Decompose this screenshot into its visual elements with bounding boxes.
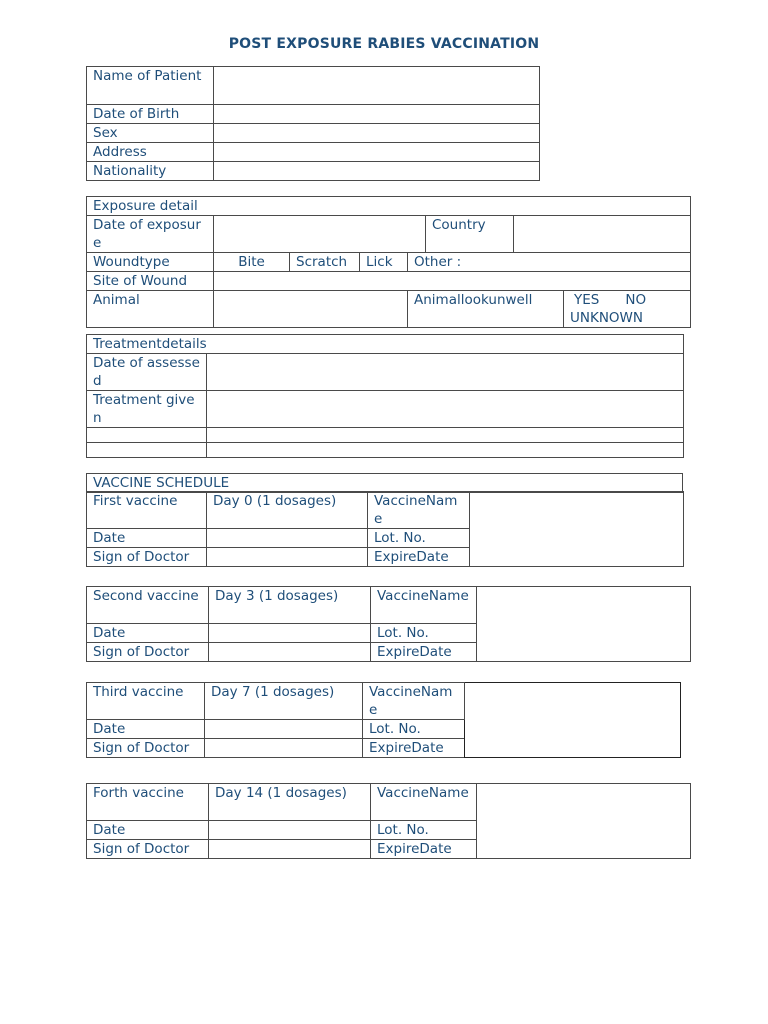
dob-field[interactable] <box>214 105 540 124</box>
vaccine-name-label: VaccineName <box>371 587 477 624</box>
site-label: Site of Wound <box>87 272 214 291</box>
schedule-header-table <box>86 473 683 493</box>
nationality-field[interactable] <box>214 162 540 181</box>
site-field[interactable] <box>214 272 691 291</box>
page-title: POST EXPOSURE RABIES VACCINATION <box>228 36 540 52</box>
lot-label: Lot. No. <box>368 529 470 548</box>
vaccine-name-label: VaccineName <box>371 784 477 821</box>
blank-cell[interactable] <box>87 443 207 458</box>
expire-label: ExpireDate <box>371 643 477 662</box>
lot-label: Lot. No. <box>371 821 477 840</box>
vaccine-label: Forth vaccine <box>87 784 209 821</box>
vaccine-day: Day 0 (1 dosages) <box>207 492 368 529</box>
vaccine-label: Second vaccine <box>87 587 209 624</box>
vaccine-details-field[interactable] <box>477 587 691 662</box>
option-no[interactable]: NO <box>625 292 647 308</box>
lot-label: Lot. No. <box>371 624 477 643</box>
treatment-date-field[interactable] <box>207 354 684 391</box>
woundtype-label: Woundtype <box>87 253 214 272</box>
country-field[interactable] <box>514 216 691 253</box>
vaccine-table-second <box>86 586 691 662</box>
vaccine-day: Day 3 (1 dosages) <box>209 587 371 624</box>
animal-unwell-options[interactable] <box>564 291 691 328</box>
dob-label: Date of Birth <box>87 105 214 124</box>
lot-label: Lot. No. <box>363 720 465 739</box>
date-field[interactable] <box>209 821 371 840</box>
vaccine-details-field[interactable] <box>477 784 691 859</box>
sex-label: Sex <box>87 124 214 143</box>
treatment-given-field[interactable] <box>207 391 684 428</box>
sex-field[interactable] <box>214 124 540 143</box>
date-field[interactable] <box>209 624 371 643</box>
address-label: Address <box>87 143 214 162</box>
option-yes[interactable]: YES <box>574 292 600 308</box>
vaccine-details-field[interactable] <box>465 683 681 758</box>
vaccine-day: Day 7 (1 dosages) <box>205 683 363 720</box>
vaccine-day: Day 14 (1 dosages) <box>209 784 371 821</box>
vaccine-label: Third vaccine <box>87 683 205 720</box>
date-label: Date <box>87 821 209 840</box>
expire-label: ExpireDate <box>363 739 465 758</box>
exposure-date-label: Date of exposure <box>87 216 214 253</box>
vaccine-table-forth <box>86 783 691 859</box>
wound-lick[interactable]: Lick <box>360 253 408 272</box>
vaccine-table-third <box>86 682 681 758</box>
wound-scratch[interactable]: Scratch <box>290 253 360 272</box>
vaccine-name-label: VaccineName <box>363 683 465 720</box>
wound-other[interactable]: Other : <box>408 253 691 272</box>
patient-info-table <box>86 66 540 181</box>
blank-cell[interactable] <box>87 428 207 443</box>
address-field[interactable] <box>214 143 540 162</box>
vaccine-name-label: VaccineName <box>368 492 470 529</box>
sign-field[interactable] <box>209 643 371 662</box>
schedule-header: VACCINE SCHEDULE <box>87 474 683 493</box>
blank-cell[interactable] <box>207 428 684 443</box>
vaccine-label: First vaccine <box>87 492 207 529</box>
treatment-date-label: Date of assessed <box>87 354 207 391</box>
treatment-given-label: Treatment given <box>87 391 207 428</box>
animal-unwell-label: Animallookunwell <box>408 291 564 328</box>
nationality-label: Nationality <box>87 162 214 181</box>
date-field[interactable] <box>207 529 368 548</box>
vaccine-table-first <box>86 491 684 567</box>
animal-field[interactable] <box>214 291 408 328</box>
expire-label: ExpireDate <box>371 840 477 859</box>
sign-label: Sign of Doctor <box>87 840 209 859</box>
blank-cell[interactable] <box>207 443 684 458</box>
date-label: Date <box>87 720 205 739</box>
sign-field[interactable] <box>205 739 363 758</box>
animal-label: Animal <box>87 291 214 328</box>
sign-field[interactable] <box>207 548 368 567</box>
treatment-table <box>86 334 684 458</box>
sign-field[interactable] <box>209 840 371 859</box>
vaccine-details-field[interactable] <box>470 492 684 567</box>
date-label: Date <box>87 529 207 548</box>
country-label: Country <box>426 216 514 253</box>
expire-label: ExpireDate <box>368 548 470 567</box>
name-field[interactable] <box>214 67 540 105</box>
exposure-header: Exposure detail <box>87 197 691 216</box>
treatment-header: Treatmentdetails <box>87 335 684 354</box>
date-label: Date <box>87 624 209 643</box>
date-field[interactable] <box>205 720 363 739</box>
wound-bite[interactable]: Bite <box>214 253 290 272</box>
sign-label: Sign of Doctor <box>87 643 209 662</box>
sign-label: Sign of Doctor <box>87 739 205 758</box>
exposure-table <box>86 196 691 328</box>
sign-label: Sign of Doctor <box>87 548 207 567</box>
name-label: Name of Patient <box>87 67 214 105</box>
option-unknown[interactable]: UNKNOWN <box>570 310 644 326</box>
exposure-date-field[interactable] <box>214 216 426 253</box>
